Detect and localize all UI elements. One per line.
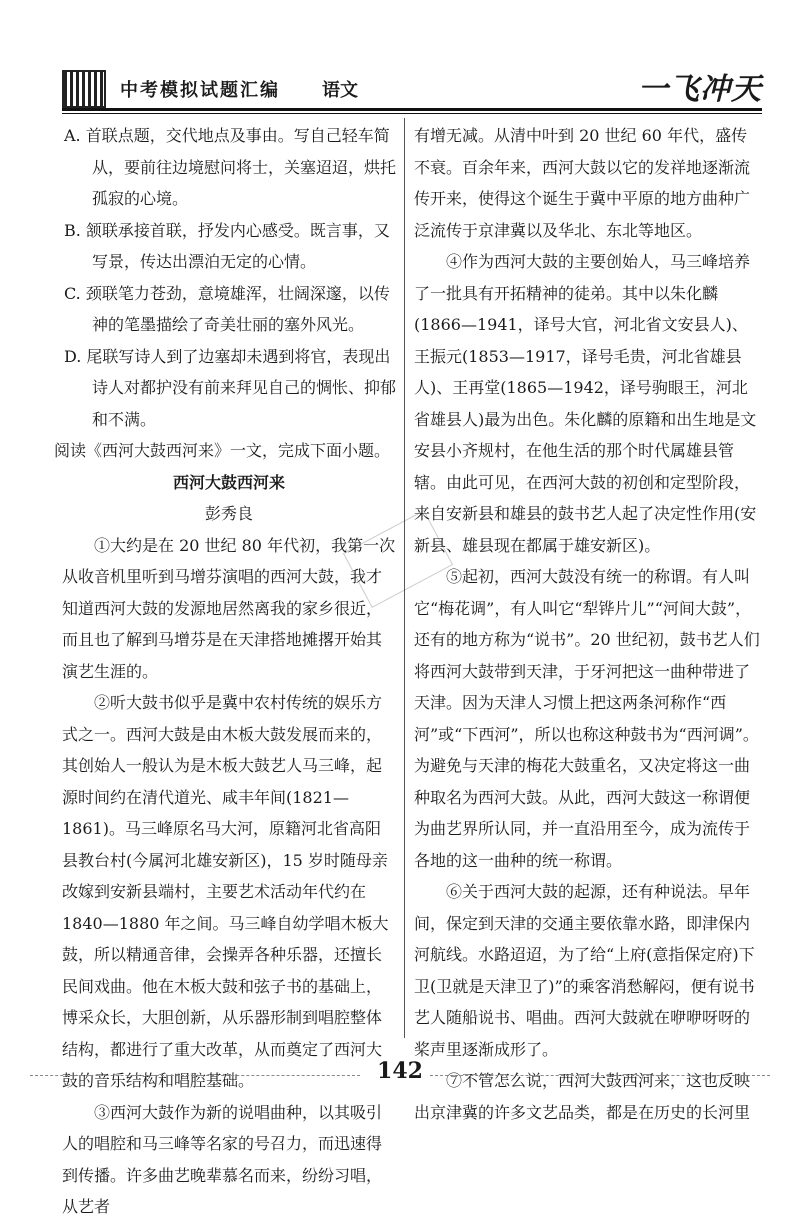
footer-rule-right [430,1075,770,1077]
article-paragraph-4: ④作为西河大鼓的主要创始人，马三峰培养了一批具有开拓精神的徒弟。其中以朱化麟(1866—1941，译号大官，河北省文安县人)、王振元(1853—1917，译号毛贵，河北省雄县人)、王再堂(1865—1942，译号驹眼王，河北省雄县人)最为出色。朱化麟的原籍和出生地是文安县小齐规村，在他生活的那个时代属雄县管辖。由此可见，在西河大鼓的初创和定型阶段，来自安新县和雄县的鼓书艺人起了决定性作用(安新县、雄县现在都属于雄安新区)。 [414,252,757,555]
option-c: C. 颈联笔力苍劲，意境雄浑，壮阔深邃，以传神的笔墨描绘了奇美壮丽的塞外风光。 [64,283,390,334]
article-paragraph-3: ③西河大鼓作为新的说唱曲种，以其吸引人的唱腔和马三峰等名家的号召力，而迅速得到传播。许多曲艺晚辈慕名而来，纷纷习唱，从艺者 [62,1102,383,1216]
article-paragraph-6: ⑥关于西河大鼓的起源，还有种说法。早年间，保定到天津的交通主要依靠水路，即津保内河航线。水路迢迢，为了给“上府(意指保定府)下卫(卫就是天津卫了)”的乘客消愁解闷，便有说书艺人随船说书、唱曲。西河大鼓就在咿咿呀呀的桨声里逐渐成形了。 [414,882,755,1059]
brand-logo: 一飞冲天 [638,72,762,107]
page-header [62,64,762,110]
header-rule [62,108,762,111]
header-rule-thin [62,113,762,114]
page-number: 142 [377,1058,423,1084]
article-author: 彭秀良 [204,504,253,523]
article-paragraph-3-cont: 有增无减。从清中叶到 20 世纪 60 年代，盛传不衰。百余年来，西河大鼓以它的发祥地逐渐流传开来，使得这个诞生于冀中平原的地方曲种广泛流传于京津冀以及华北、东北等地区。 [414,126,751,240]
left-column [54,120,397,1223]
article-paragraph-5: ⑤起初，西河大鼓没有统一的称谓。有人叫它“梅花调”，有人叫它“犁铧片儿”“河间大鼓”，还有的地方称为“说书”。20 世纪初，鼓书艺人们将西河大鼓带到天津，于牙河把这一曲种带进了天津。因为天津人习惯上把这两条河称作“西河”或“下西河”，所以也称这种鼓书为“西河调”。为避免与天津的梅花大鼓重名，又决定将这一曲种取名为西河大鼓。从此，西河大鼓这一称谓便为曲艺界所认同，并一直沿用至今，成为流传于各地的这一曲种的统一称谓。 [414,567,760,870]
article-title: 西河大鼓西河来 [172,472,285,492]
book-title: 中考模拟试题汇编 [120,80,280,101]
option-b: B. 颔联承接首联，抒发内心感受。既言事，又写景，传达出漂泊无定的心情。 [64,220,390,271]
option-d: D. 尾联写诗人到了边塞却未遇到将官，表现出诗人对都护没有前来拜见自己的惆怅、抑郁和不满。 [64,346,397,429]
option-a: A. 首联点题，交代地点及事由。写自己轻车简从，要前往边境慰问将士，关塞迢迢，烘托孤寂的心境。 [64,126,397,208]
book-logo-icon [62,70,106,108]
subject-label: 语文 [322,80,358,101]
article-paragraph-2: ②听大鼓书似乎是冀中农村传统的娱乐方式之一。西河大鼓是由木板大鼓发展而来的，其创始人一般认为是木板大鼓艺人马三峰，起源时间约在清代道光、咸丰年间(1821—1861)。马三峰原名马大河，原籍河北省高阳县教台村(今属河北雄安新区)，15 岁时随母亲改嫁到安新县端村，主要艺术活动年代约在 1840—1880 年之间。马三峰自幼学唱木板大鼓，所以精通音律，会操弄各种乐器，还擅长民间戏曲。他在木板大鼓和弦子书的基础上，博采众长，大胆创新，从乐器形制到唱腔整体结构，都进行了重大改革，从而奠定了西河大鼓的音乐结构和唱腔基础。 [62,693,389,1090]
article-paragraph-7: ⑦不管怎么说，西河大鼓西河来，这也反映出京津冀的许多文艺品类，都是在历史的长河里 [414,1071,751,1122]
right-column [414,120,762,1128]
reading-instruction: 阅读《西河大鼓西河来》一文，完成下面小题。 [54,441,391,460]
footer-rule-left [30,1075,360,1077]
article-paragraph-1: ①大约是在 20 世纪 80 年代初，我第一次从收音机里听到马增芬演唱的西河大鼓，我才知道西河大鼓的发源地居然离我的家乡很近，而且也了解到马增芬是在天津搭地摊撂开始其演艺生涯的。 [62,535,396,681]
